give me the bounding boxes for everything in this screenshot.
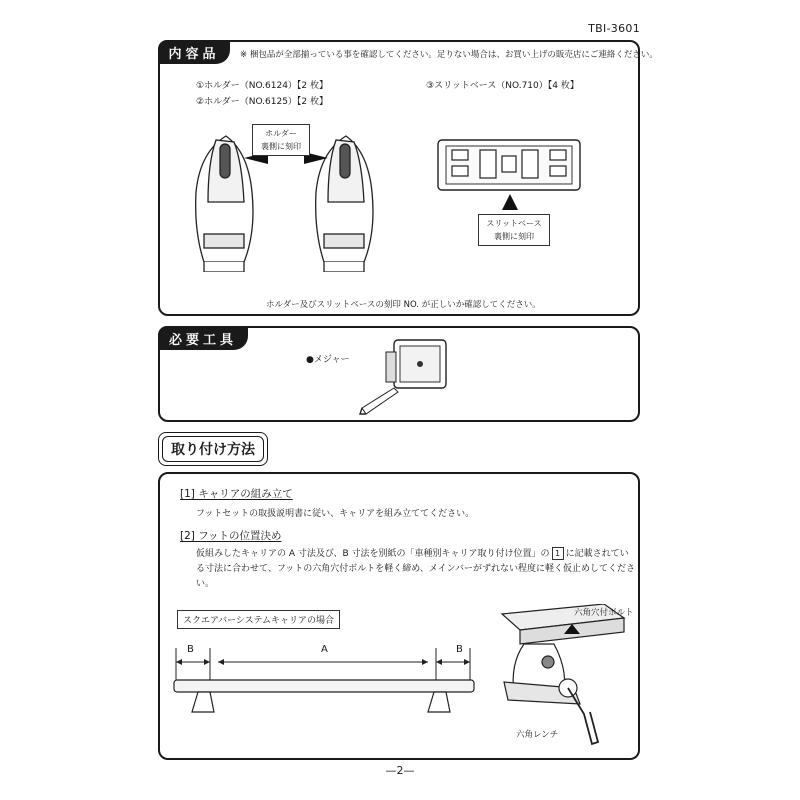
tools-section [158, 326, 640, 422]
hex-wrench-label: 六角レンチ [516, 730, 559, 740]
document-id: TBI-3601 [588, 22, 640, 35]
tape-measure-icon [356, 336, 456, 418]
dimension-b-left: B [187, 644, 194, 655]
holder-callout-line1: ホルダー [265, 129, 297, 138]
contents-footer-note: ホルダー及びスリットベースの刻印 NO. が正しいか確認してください。 [266, 300, 541, 310]
install-title [158, 432, 268, 466]
tools-title: 必要工具 [158, 326, 248, 350]
contents-note: ※ 梱包品が全部揃っている事を確認してください。足りない場合は、お買い上げの販売店にご連絡ください。 [240, 50, 658, 60]
slit-base-illustration [436, 138, 586, 198]
dimension-b-right: B [456, 644, 463, 655]
contents-item-2: ②ホルダー（NO.6125）【2 枚】 [196, 97, 329, 107]
base-callout [478, 214, 550, 246]
holder-callout-line2: 裏側に刻印 [261, 142, 301, 151]
dimension-a: A [321, 644, 328, 655]
contents-section [158, 40, 658, 316]
step-1-heading [180, 486, 293, 501]
base-callout-line1: スリットベース [486, 219, 542, 228]
base-callout-line2: 裏側に刻印 [494, 232, 534, 241]
base-callout-arrow [500, 192, 520, 212]
page-number: —2— [385, 764, 415, 777]
step-2-body-after: に記載されている寸法に合わせて、フットの六角穴付ボルトを軽く締め、メインバーがずれない程度に軽く仮止めしてください。 [196, 549, 636, 589]
tool-item-tape-measure: ●メジャー [306, 355, 350, 365]
contents-title: 内容品 [158, 40, 230, 64]
step-2-ref-box: 1 [552, 547, 564, 560]
hex-bolt-label: 六角穴付ボルト [574, 608, 634, 618]
holder-callout [252, 124, 310, 156]
contents-item-1: ①ホルダー（NO.6124）【2 枚】 [196, 81, 329, 91]
contents-item-3: ③スリットベース（NO.710）【4 枚】 [426, 81, 579, 91]
step-1-body: フットセットの取扱説明書に従い、キャリアを組み立ててください。 [196, 509, 475, 519]
step-2-body [196, 547, 636, 592]
foot-bolt-illustration [484, 604, 634, 752]
step-1-heading-text: [1] キャリアの組み立て [180, 488, 293, 500]
step-2-body-before: 仮組みしたキャリアの A 寸法及び、B 寸法を別紙の「車種別キャリア取り付け位置」の [196, 549, 550, 559]
square-bar-label: スクエアバーシステムキャリアの場合 [177, 610, 340, 629]
step-2-heading [180, 528, 281, 543]
step-2-heading-text: [2] フットの位置決め [180, 530, 282, 542]
install-title-text: 取り付け方法 [162, 436, 264, 462]
